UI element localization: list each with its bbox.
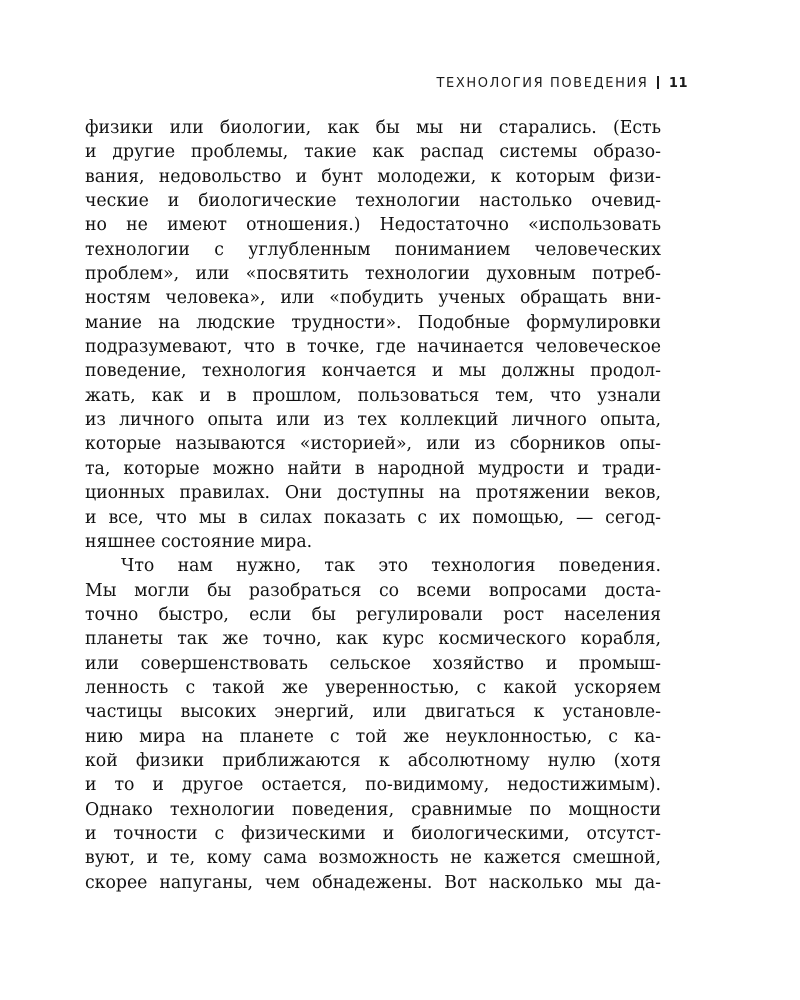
running-title: ТЕХНОЛОГИЯ ПОВЕДЕНИЯ <box>436 76 649 91</box>
text-line: ционных правилах. Они доступны на протяжении веков, <box>85 483 661 504</box>
text-line: подразумевают, что в точке, где начинается человеческое <box>85 337 661 358</box>
text-line: ческие и биологические технологии настолько очевид- <box>85 191 661 212</box>
text-line: точно быстро, если бы регулировали рост населения <box>85 604 661 625</box>
text-line: мание на людские трудности». Подобные формулировки <box>85 312 661 333</box>
text-line: и то и другое остается, по-видимому, недостижимым). <box>85 775 661 796</box>
text-line: физики или биологии, как бы мы ни старались. (Есть <box>85 118 661 138</box>
paragraph-2 <box>85 554 661 895</box>
text-line: которые называются «историей», или из сборников опы- <box>85 434 661 455</box>
running-head <box>420 76 688 91</box>
text-line: вуют, и те, кому сама возможность не кажется смешной, <box>85 848 661 869</box>
text-line: Однако технологии поведения, сравнимые по мощности <box>85 799 661 820</box>
text-line: Что нам нужно, так это технология поведения. <box>121 556 661 577</box>
text-line: жать, как и в прошлом, пользоваться тем, что узнали <box>85 385 661 406</box>
text-line: планеты так же точно, как курс космического корабля, <box>85 629 661 650</box>
text-line: скорее напуганы, чем обнадежены. Вот насколько мы да- <box>85 872 661 893</box>
text-line: ностям человека», или «побудить ученых обращать вни- <box>85 288 661 309</box>
text-line: и другие проблемы, такие как распад системы образо- <box>85 142 661 163</box>
text-line: но не имеют отношения.) Недостаточно «использовать <box>85 215 661 236</box>
body-text <box>85 116 661 895</box>
header-separator <box>657 76 659 89</box>
text-line: и точности с физическими и биологическими, отсутст- <box>85 823 661 844</box>
text-line: из личного опыта или из тех коллекций личного опыта, <box>85 410 661 431</box>
text-line: частицы высоких энергий, или двигаться к установле- <box>85 702 661 723</box>
text-line: кой физики приближаются к абсолютному нулю (хотя <box>85 750 661 771</box>
text-line: вания, недовольство и бунт молодежи, к которым физи- <box>85 166 661 187</box>
text-line: Мы могли бы разобраться со всеми вопросами доста- <box>85 580 661 601</box>
page-number: 11 <box>668 76 688 91</box>
text-line: поведение, технология кончается и мы должны продол- <box>85 361 661 382</box>
text-line: няшнее состояние мира. <box>85 531 313 552</box>
text-line: или совершенствовать сельское хозяйство и промыш- <box>85 653 661 674</box>
text-line: технологии с углубленным пониманием человеческих <box>85 239 661 260</box>
paragraph-1 <box>85 116 661 554</box>
text-line: ленность с такой же уверенностью, с какой ускоряем <box>85 677 661 698</box>
text-line: нию мира на планете с той же неуклонностью, с ка- <box>85 726 661 747</box>
text-line: и все, что мы в силах показать с их помощью, — сегод- <box>85 507 661 528</box>
text-line: проблем», или «посвятить технологии духовным потреб- <box>85 264 661 285</box>
text-line: та, которые можно найти в народной мудрости и тради- <box>85 458 661 479</box>
